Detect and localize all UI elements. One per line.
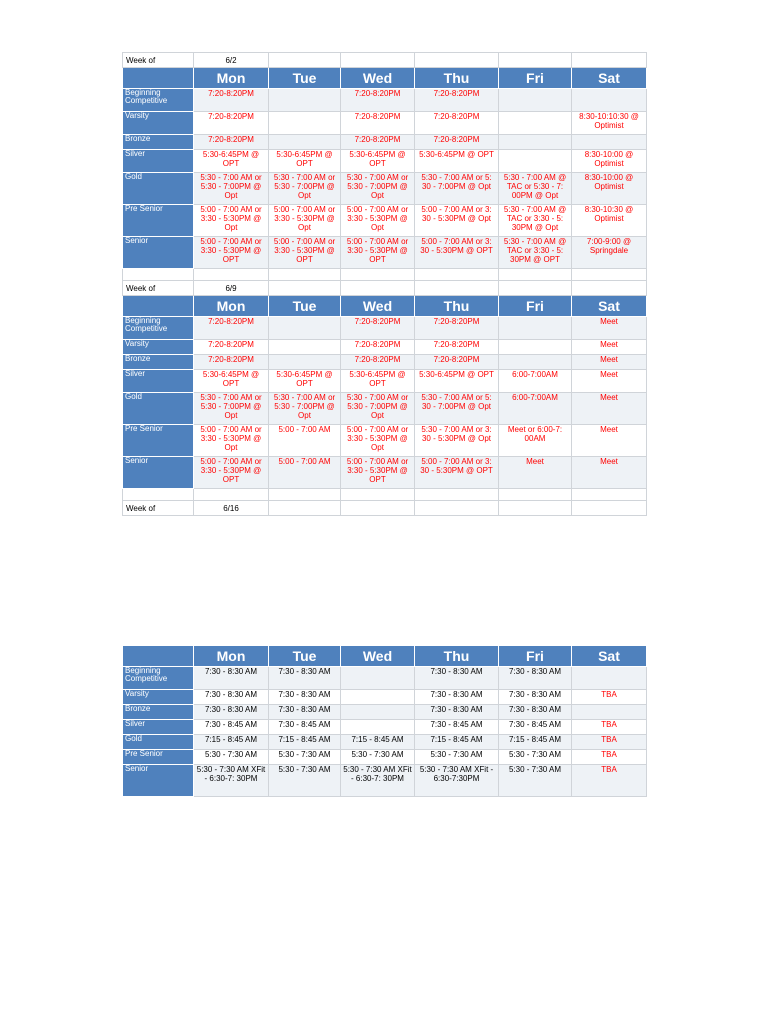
schedule-row bbox=[123, 173, 647, 205]
schedule-cell bbox=[572, 705, 647, 720]
schedule-cell: 5:00 - 7:00 AM or 3:30 - 5:30PM @ OPT bbox=[194, 237, 269, 269]
schedule-cell: 5:30 - 7:00 AM or 5:30 - 7:00PM @ Opt bbox=[341, 173, 415, 205]
schedule-row bbox=[123, 237, 647, 269]
schedule-cell: 7:30 - 8:45 AM bbox=[415, 720, 499, 735]
day-header-mon: Mon bbox=[194, 646, 269, 667]
schedule-cell: 7:30 - 8:45 AM bbox=[269, 720, 341, 735]
schedule-cell: 7:20-8:20PM bbox=[341, 89, 415, 112]
day-header-fri: Fri bbox=[499, 646, 572, 667]
schedule-cell: 8:30-10:10:30 @ Optimist bbox=[572, 112, 647, 135]
schedule-cell: 7:30 - 8:30 AM bbox=[415, 690, 499, 705]
schedule-cell: 5:00 - 7:00 AM or 3: 30 - 5:30PM @ OPT bbox=[415, 457, 499, 489]
level-label: Varsity bbox=[123, 112, 194, 135]
schedule-table-june bbox=[122, 52, 647, 516]
schedule-cell: 7:20-8:20PM bbox=[415, 89, 499, 112]
week-label: Week of bbox=[123, 281, 194, 296]
schedule-cell: 5:00 - 7:00 AM or 3:30 - 5:30PM @ Opt bbox=[269, 205, 341, 237]
schedule-cell: TBA bbox=[572, 765, 647, 797]
schedule-cell: TBA bbox=[572, 690, 647, 705]
schedule-cell bbox=[499, 112, 572, 135]
schedule-row bbox=[123, 150, 647, 173]
schedule-cell: 7:30 - 8:30 AM bbox=[415, 667, 499, 690]
schedule-cell: 6:00-7:00AM bbox=[499, 370, 572, 393]
schedule-row bbox=[123, 425, 647, 457]
schedule-row bbox=[123, 205, 647, 237]
schedule-cell: 5:00 - 7:00 AM or 3: 30 - 5:30PM @ Opt bbox=[415, 205, 499, 237]
schedule-cell: Meet or 6:00-7: 00AM bbox=[499, 425, 572, 457]
schedule-cell: 5:30 - 7:30 AM bbox=[499, 750, 572, 765]
schedule-cell: TBA bbox=[572, 750, 647, 765]
schedule-cell: 8:30-10:00 @ Optimist bbox=[572, 173, 647, 205]
schedule-cell: 7:20-8:20PM bbox=[415, 340, 499, 355]
schedule-cell: 5:30 - 7:30 AM bbox=[194, 750, 269, 765]
schedule-cell: 5:00 - 7:00 AM or 3:30 - 5:30PM @ OPT bbox=[194, 457, 269, 489]
level-label: Silver bbox=[123, 720, 194, 735]
spacer-row bbox=[123, 269, 647, 281]
level-label: Gold bbox=[123, 735, 194, 750]
schedule-row bbox=[123, 720, 647, 735]
schedule-cell: 7:15 - 8:45 AM bbox=[341, 735, 415, 750]
schedule-cell: Meet bbox=[572, 340, 647, 355]
day-header-tue: Tue bbox=[269, 646, 341, 667]
schedule-cell bbox=[269, 317, 341, 340]
schedule-cell: 5:30 - 7:00 AM or 5:30 - 7:00PM @ Opt bbox=[269, 173, 341, 205]
schedule-cell: 5:30 - 7:00 AM @ TAC or 5:30 - 7: 00PM @ Opt bbox=[499, 173, 572, 205]
level-label: Bronze bbox=[123, 355, 194, 370]
day-header-wed: Wed bbox=[341, 296, 415, 317]
day-header-fri: Fri bbox=[499, 68, 572, 89]
level-label: Pre Senior bbox=[123, 205, 194, 237]
schedule-cell: 7:30 - 8:30 AM bbox=[415, 705, 499, 720]
schedule-cell: 5:00 - 7:00 AM or 3:30 - 5:30PM @ OPT bbox=[269, 237, 341, 269]
level-label: Beginning Competitive bbox=[123, 667, 194, 690]
schedule-cell: 7:20-8:20PM bbox=[341, 340, 415, 355]
schedule-cell: 8:30-10:00 @ Optimist bbox=[572, 150, 647, 173]
day-header-mon: Mon bbox=[194, 68, 269, 89]
schedule-cell: 5:30 - 7:00 AM or 5: 30 - 7:00PM @ Opt bbox=[415, 393, 499, 425]
schedule-cell: 5:30 - 7:00 AM or 5: 30 - 7:00PM @ Opt bbox=[415, 173, 499, 205]
schedule-table-morning bbox=[122, 645, 647, 797]
level-label: Senior bbox=[123, 237, 194, 269]
schedule-cell: 5:00 - 7:00 AM bbox=[269, 425, 341, 457]
schedule-row bbox=[123, 750, 647, 765]
schedule-cell bbox=[341, 705, 415, 720]
schedule-cell bbox=[499, 340, 572, 355]
schedule-cell: 5:00 - 7:00 AM or 3:30 - 5:30PM @ OPT bbox=[341, 237, 415, 269]
schedule-cell: 7:15 - 8:45 AM bbox=[269, 735, 341, 750]
schedule-row bbox=[123, 112, 647, 135]
schedule-cell: 6:00-7:00AM bbox=[499, 393, 572, 425]
schedule-cell: 7:30 - 8:30 AM bbox=[269, 667, 341, 690]
schedule-cell: 7:20-8:20PM bbox=[415, 355, 499, 370]
schedule-cell bbox=[499, 150, 572, 173]
level-label: Beginning Competitive bbox=[123, 89, 194, 112]
schedule-cell: 5:00 - 7:00 AM or 3:30 - 5:30PM @ Opt bbox=[341, 205, 415, 237]
schedule-cell: 5:30-6:45PM @ OPT bbox=[415, 370, 499, 393]
schedule-cell: 7:30 - 8:45 AM bbox=[499, 720, 572, 735]
week-date: 6/16 bbox=[194, 501, 269, 516]
schedule-cell bbox=[499, 317, 572, 340]
schedule-cell: 7:15 - 8:45 AM bbox=[194, 735, 269, 750]
schedule-cell: 7:20-8:20PM bbox=[194, 340, 269, 355]
schedule-cell: 5:30 - 7:30 AM XFit - 6:30-7:30PM bbox=[415, 765, 499, 797]
level-label: Beginning Competitive bbox=[123, 317, 194, 340]
schedule-row bbox=[123, 690, 647, 705]
schedule-cell: 5:30 - 7:00 AM or 5:30 - 7:00PM @ Opt bbox=[341, 393, 415, 425]
schedule-cell: 7:20-8:20PM bbox=[415, 317, 499, 340]
schedule-cell: 5:30-6:45PM @ OPT bbox=[194, 370, 269, 393]
day-header-tue: Tue bbox=[269, 68, 341, 89]
schedule-cell: 5:30-6:45PM @ OPT bbox=[269, 150, 341, 173]
schedule-cell: 5:00 - 7:00 AM or 3:30 - 5:30PM @ Opt bbox=[194, 205, 269, 237]
schedule-cell: 5:30 - 7:00 AM @ TAC or 3:30 - 5: 30PM @ Opt bbox=[499, 205, 572, 237]
schedule-cell: Meet bbox=[572, 317, 647, 340]
schedule-row bbox=[123, 89, 647, 112]
schedule-cell: 7:30 - 8:30 AM bbox=[269, 690, 341, 705]
schedule-cell: Meet bbox=[572, 393, 647, 425]
schedule-cell: 7:20-8:20PM bbox=[341, 135, 415, 150]
week-date: 6/2 bbox=[194, 53, 269, 68]
schedule-cell bbox=[572, 135, 647, 150]
schedule-cell: 5:00 - 7:00 AM bbox=[269, 457, 341, 489]
schedule-row bbox=[123, 393, 647, 425]
schedule-cell: 5:30 - 7:30 AM XFit - 6:30-7: 30PM bbox=[194, 765, 269, 797]
schedule-cell bbox=[572, 89, 647, 112]
schedule-row bbox=[123, 370, 647, 393]
day-header-sat: Sat bbox=[572, 646, 647, 667]
schedule-row bbox=[123, 317, 647, 340]
schedule-cell: TBA bbox=[572, 720, 647, 735]
schedule-cell: 5:30 - 7:30 AM bbox=[269, 765, 341, 797]
schedule-cell: 5:30 - 7:00 AM or 5:30 - 7:00PM @ Opt bbox=[269, 393, 341, 425]
schedule-cell: 7:30 - 8:30 AM bbox=[269, 705, 341, 720]
schedule-cell: 7:30 - 8:30 AM bbox=[194, 690, 269, 705]
schedule-cell bbox=[269, 112, 341, 135]
schedule-cell: 5:30 - 7:00 AM or 3: 30 - 5:30PM @ Opt bbox=[415, 425, 499, 457]
schedule-cell: 7:30 - 8:30 AM bbox=[499, 705, 572, 720]
schedule-cell: 5:00 - 7:00 AM or 3:30 - 5:30PM @ Opt bbox=[341, 425, 415, 457]
week-label: Week of bbox=[123, 501, 194, 516]
schedule-cell bbox=[269, 355, 341, 370]
schedule-row bbox=[123, 355, 647, 370]
schedule-cell bbox=[341, 720, 415, 735]
schedule-row bbox=[123, 457, 647, 489]
schedule-cell: 5:30-6:45PM @ OPT bbox=[341, 150, 415, 173]
day-header-fri: Fri bbox=[499, 296, 572, 317]
schedule-row bbox=[123, 765, 647, 797]
schedule-cell: 8:30-10:30 @ Optimist bbox=[572, 205, 647, 237]
level-label: Bronze bbox=[123, 135, 194, 150]
schedule-cell: 5:30 - 7:30 AM XFit - 6:30-7: 30PM bbox=[341, 765, 415, 797]
schedule-cell bbox=[499, 355, 572, 370]
schedule-row bbox=[123, 340, 647, 355]
schedule-cell: 7:20-8:20PM bbox=[415, 112, 499, 135]
schedule-cell: 7:20-8:20PM bbox=[194, 89, 269, 112]
schedule-cell: 5:30 - 7:00 AM @ TAC or 3:30 - 5: 30PM @ OPT bbox=[499, 237, 572, 269]
schedule-cell: 7:00-9:00 @ Springdale bbox=[572, 237, 647, 269]
schedule-cell: 5:00 - 7:00 AM or 3:30 - 5:30PM @ Opt bbox=[194, 425, 269, 457]
schedule-row bbox=[123, 705, 647, 720]
schedule-cell: 7:15 - 8:45 AM bbox=[499, 735, 572, 750]
level-label: Pre Senior bbox=[123, 750, 194, 765]
week-row bbox=[123, 281, 647, 296]
level-label: Gold bbox=[123, 173, 194, 205]
level-label: Senior bbox=[123, 765, 194, 797]
schedule-cell: 7:30 - 8:30 AM bbox=[194, 705, 269, 720]
schedule-cell: 5:30 - 7:30 AM bbox=[269, 750, 341, 765]
schedule-cell: 7:30 - 8:30 AM bbox=[499, 667, 572, 690]
level-label: Bronze bbox=[123, 705, 194, 720]
day-header-thu: Thu bbox=[415, 68, 499, 89]
schedule-cell: 5:00 - 7:00 AM or 3: 30 - 5:30PM @ OPT bbox=[415, 237, 499, 269]
schedule-cell: 5:30-6:45PM @ OPT bbox=[194, 150, 269, 173]
schedule-cell: 5:30-6:45PM @ OPT bbox=[269, 370, 341, 393]
schedule-cell: TBA bbox=[572, 735, 647, 750]
day-header-row bbox=[123, 646, 647, 667]
schedule-cell: Meet bbox=[572, 457, 647, 489]
day-header-wed: Wed bbox=[341, 646, 415, 667]
schedule-cell: 5:30 - 7:00 AM or 5:30 - 7:00PM @ Opt bbox=[194, 173, 269, 205]
level-label: Senior bbox=[123, 457, 194, 489]
level-label: Silver bbox=[123, 150, 194, 173]
schedule-cell bbox=[269, 89, 341, 112]
schedule-cell bbox=[341, 667, 415, 690]
schedule-cell: 7:30 - 8:45 AM bbox=[194, 720, 269, 735]
schedule-cell bbox=[499, 135, 572, 150]
schedule-cell: 7:30 - 8:30 AM bbox=[194, 667, 269, 690]
schedule-cell: 7:20-8:20PM bbox=[194, 112, 269, 135]
day-header-mon: Mon bbox=[194, 296, 269, 317]
schedule-cell: Meet bbox=[572, 425, 647, 457]
schedule-row bbox=[123, 135, 647, 150]
day-header-wed: Wed bbox=[341, 68, 415, 89]
day-header-tue: Tue bbox=[269, 296, 341, 317]
schedule-cell: 7:20-8:20PM bbox=[341, 317, 415, 340]
schedule-cell: Meet bbox=[499, 457, 572, 489]
schedule-cell bbox=[269, 135, 341, 150]
schedule-cell: 5:30 - 7:30 AM bbox=[499, 765, 572, 797]
schedule-cell: 7:20-8:20PM bbox=[341, 355, 415, 370]
schedule-cell bbox=[572, 667, 647, 690]
schedule-cell: 7:20-8:20PM bbox=[194, 355, 269, 370]
week-label: Week of bbox=[123, 53, 194, 68]
schedule-cell: 7:15 - 8:45 AM bbox=[415, 735, 499, 750]
level-label: Gold bbox=[123, 393, 194, 425]
schedule-cell bbox=[499, 89, 572, 112]
week-date: 6/9 bbox=[194, 281, 269, 296]
schedule-row bbox=[123, 667, 647, 690]
schedule-cell: 7:20-8:20PM bbox=[341, 112, 415, 135]
day-header-thu: Thu bbox=[415, 296, 499, 317]
level-label: Varsity bbox=[123, 340, 194, 355]
schedule-cell: 7:20-8:20PM bbox=[194, 317, 269, 340]
schedule-cell: 7:20-8:20PM bbox=[194, 135, 269, 150]
schedule-cell: 5:30 - 7:30 AM bbox=[415, 750, 499, 765]
schedule-cell: 5:30-6:45PM @ OPT bbox=[341, 370, 415, 393]
day-header-thu: Thu bbox=[415, 646, 499, 667]
schedule-cell: Meet bbox=[572, 370, 647, 393]
schedule-row bbox=[123, 735, 647, 750]
spacer-row bbox=[123, 489, 647, 501]
week-row bbox=[123, 501, 647, 516]
schedule-cell: 5:30-6:45PM @ OPT bbox=[415, 150, 499, 173]
schedule-cell: 5:30 - 7:30 AM bbox=[341, 750, 415, 765]
level-label: Pre Senior bbox=[123, 425, 194, 457]
schedule-cell: Meet bbox=[572, 355, 647, 370]
schedule-cell: 7:30 - 8:30 AM bbox=[499, 690, 572, 705]
schedule-cell bbox=[341, 690, 415, 705]
schedule-cell bbox=[269, 340, 341, 355]
schedule-cell: 7:20-8:20PM bbox=[415, 135, 499, 150]
level-label: Silver bbox=[123, 370, 194, 393]
schedule-cell: 5:00 - 7:00 AM or 3:30 - 5:30PM @ OPT bbox=[341, 457, 415, 489]
schedule-cell: 5:30 - 7:00 AM or 5:30 - 7:00PM @ Opt bbox=[194, 393, 269, 425]
day-header-row bbox=[123, 296, 647, 317]
week-row bbox=[123, 53, 647, 68]
day-header-row bbox=[123, 68, 647, 89]
level-label: Varsity bbox=[123, 690, 194, 705]
day-header-sat: Sat bbox=[572, 68, 647, 89]
day-header-sat: Sat bbox=[572, 296, 647, 317]
